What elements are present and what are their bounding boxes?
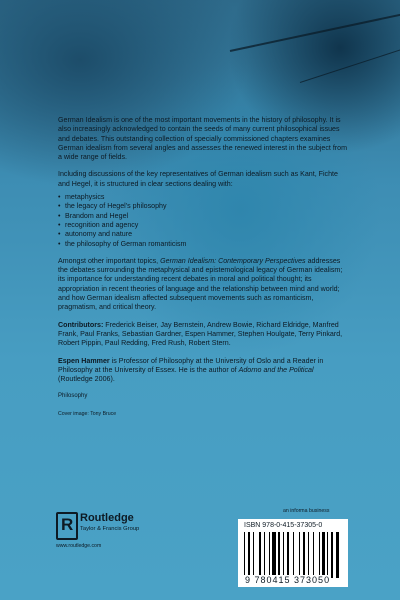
publisher-group: Taylor & Francis Group — [80, 526, 140, 532]
contributors-names: Frederick Beiser, Jay Bernstein, Andrew Bowie, Richard Eldridge, Manfred Frank, Paul Franks, Sebastian Gardner, Espen Hammer, Stephen Houlgate, Terry Pinkard, Robert Pippin, Paul Redding, Fred Rush, Robert Stern. — [58, 320, 343, 348]
intro-paragraph: German Idealism is one of the most important movements in the history of philosophy. It is also increasingly acknowledged to contain the seeds of many current philosophical issues and debates. This outstanding collection of specially commissioned chapters examines German idealism from several angles and assesses the renewed interest in the subject from a wide range of fields. — [58, 116, 348, 162]
publisher-name: Routledge — [80, 512, 134, 524]
book-title: German Idealism: Contemporary Perspectives — [160, 256, 306, 265]
list-item: • the philosophy of German romanticism — [58, 240, 348, 249]
topics-list — [58, 193, 348, 249]
contributors-paragraph — [58, 321, 348, 349]
contributors-label: Contributors: — [58, 320, 104, 329]
barcode-bar — [253, 532, 254, 578]
barcode-bar — [293, 532, 294, 578]
informa-tagline: an informa business — [283, 508, 330, 514]
editor-paragraph: Espen Hammer is Professor of Philosophy at the University of Oslo and a Reader in Philosophy at the University of Essex. He is the author of Adorno and the Political (Routledge 2006). — [58, 356, 324, 384]
barcode-bar — [322, 532, 324, 578]
list-item: • the legacy of Hegel's philosophy — [58, 202, 348, 211]
topics-paragraph: Amongst other important topics, German Idealism: Contemporary Perspectives addresses the debates surrounding the metaphysical and epistemological legacy of German idealism; its importance for understanding recent debates in moral and political thought; its appropriation in recent theories of language and the relationship between mind and world; and how German idealism affected subsequent movements such as romanticism, pragmatism, and critical theory. — [58, 256, 343, 312]
barcode-bar — [272, 532, 275, 578]
list-item: • metaphysics — [58, 193, 348, 202]
isbn-text: ISBN 978-0-415-37305-0 — [244, 522, 323, 529]
subject-category: Philosophy — [58, 393, 88, 400]
background-power-line — [300, 39, 400, 83]
barcode-bar — [299, 532, 300, 578]
isbn-barcode — [238, 519, 348, 587]
barcode-bar — [283, 532, 284, 578]
includes-lead: Including discussions of the key representatives of German idealism such as Kant, Fichte and Hegel, it is structured in clear sections dealing with: — [58, 170, 338, 188]
barcode-bar — [308, 532, 309, 578]
routledge-r-icon — [56, 512, 78, 540]
barcode-bar — [313, 532, 314, 578]
barcode-bar — [327, 532, 328, 578]
editor-book: Adorno and the Political — [238, 365, 314, 374]
barcode-bar — [303, 532, 305, 578]
barcode-digits: 9 780415 373050 — [245, 575, 331, 585]
publisher-logo — [56, 510, 166, 550]
barcode-bar — [278, 532, 280, 578]
barcode-bar — [331, 532, 333, 578]
barcode-bar — [336, 532, 339, 578]
blurb — [58, 116, 348, 427]
barcode-bar — [269, 532, 270, 578]
barcode-bar — [264, 532, 265, 578]
barcode-bar — [319, 532, 320, 578]
list-item: • autonomy and nature — [58, 230, 348, 239]
barcode-bar — [287, 532, 289, 578]
barcode-bar — [248, 532, 250, 578]
editor-name: Espen Hammer — [58, 356, 110, 365]
barcode-bar — [259, 532, 261, 578]
list-item: • Brandom and Hegel — [58, 212, 348, 221]
publisher-url: www.routledge.com — [56, 543, 102, 549]
cover-credit: Cover image: Tony Bruce — [58, 410, 117, 417]
barcode-bars — [244, 532, 342, 578]
background-power-line — [230, 6, 400, 52]
list-item: • recognition and agency — [58, 221, 348, 230]
barcode-bar — [244, 532, 245, 578]
